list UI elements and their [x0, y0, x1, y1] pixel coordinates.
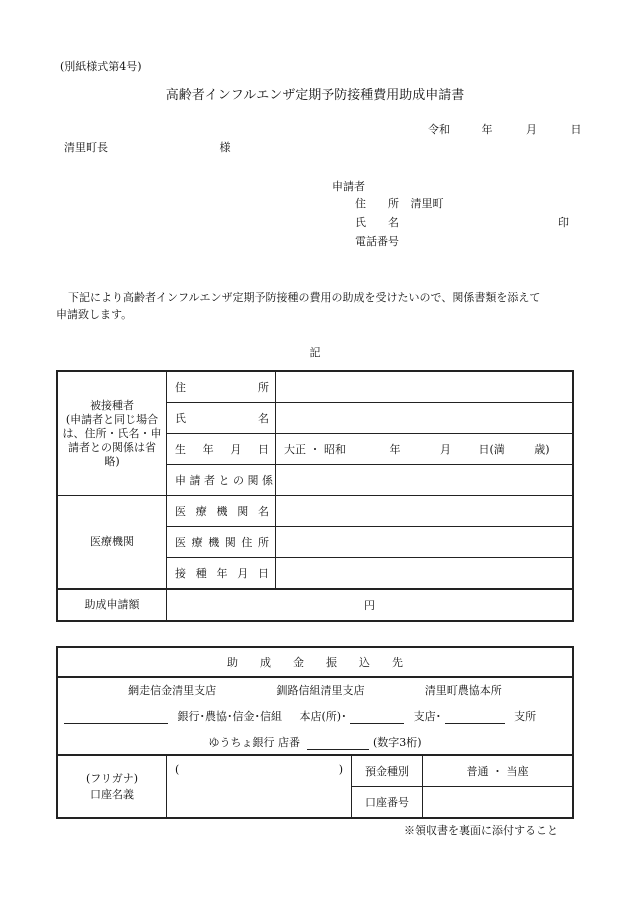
holder-name-field[interactable]: [167, 755, 352, 818]
applicant-address: [355, 195, 444, 211]
transfer-table: [56, 646, 574, 819]
subsidy-unit: 円: [364, 599, 375, 612]
head-office-blank[interactable]: [350, 712, 404, 724]
yucho-branch-blank[interactable]: [307, 738, 369, 750]
deposit-type-label: 預金種別: [352, 755, 423, 787]
recipient-name-field[interactable]: [276, 403, 574, 434]
addressee: [64, 139, 231, 155]
date-month: 月: [526, 123, 537, 136]
birth-month: 月: [440, 443, 451, 456]
date-day: 日: [570, 123, 582, 136]
birth-day: 日(満: [478, 443, 505, 456]
bank-option-kushiro[interactable]: 釧路信組清里支店: [276, 684, 365, 697]
recipient-relation-label: 申 請 者 と の 関 係: [167, 465, 276, 496]
recipient-note-4: 略): [104, 454, 120, 468]
medical-section-header: 医療機関: [57, 496, 167, 590]
bank-types: 銀行･農協･信金･信組: [177, 710, 282, 723]
body-text-line2: 申請致します。: [56, 308, 133, 321]
yucho-digits-note: (数字3桁): [372, 736, 422, 749]
deposit-type-field[interactable]: 普通 ・ 当座: [423, 755, 574, 787]
subsidy-amount-field[interactable]: [167, 589, 574, 621]
head-office: 本店(所)･: [299, 710, 347, 723]
form-number: (別紙様式第4号): [60, 60, 142, 73]
applicant-label: 申請者: [332, 180, 365, 193]
recipient-name-label: 氏 名: [167, 403, 276, 434]
account-number-field[interactable]: [423, 787, 574, 819]
body-text-line1: 下記により高齢者インフルエンザ定期予防接種の費用の助成を受けたいので、関係書類を添えて: [68, 291, 541, 304]
date-era: 令和: [428, 123, 450, 136]
medical-name-field[interactable]: [276, 496, 574, 527]
branch-label: 支店･: [413, 710, 442, 723]
recipient-birth-field[interactable]: [276, 434, 574, 465]
bank-option-abashiri[interactable]: 網走信金清里支店: [128, 684, 217, 697]
recipient-title: 被接種者: [90, 398, 134, 412]
transfer-title: 助 成 金 振 込 先: [57, 647, 573, 677]
sub-branch-label: 支所: [514, 710, 537, 723]
vaccination-date-label: 接 種 年 月 日: [167, 558, 276, 590]
recipient-note-3: 請者との関係は省: [68, 440, 156, 454]
form-title: 高齢者インフルエンザ定期予防接種費用助成申請書: [165, 88, 465, 103]
bank-name-blank[interactable]: [64, 712, 168, 724]
bank-options: [58, 682, 572, 698]
birth-eras: 大正 ・ 昭和: [284, 443, 346, 456]
recipient-section-header: [57, 371, 167, 496]
holder-label: (フリガナ) 口座名義: [57, 755, 167, 818]
subsidy-amount-label: 助成申請額: [57, 589, 167, 621]
date-year: 年: [481, 123, 493, 136]
recipient-birth-label: 生 年 月 日: [167, 434, 276, 465]
branch-blank[interactable]: [445, 712, 505, 724]
footnote: ※領収書を裏面に添付すること: [404, 824, 558, 837]
addressee-name: 清里町長: [64, 141, 108, 154]
bank-option-ja[interactable]: 清里町農協本所: [424, 684, 502, 697]
vaccination-date-field[interactable]: [276, 558, 574, 590]
recipient-note-1: (申請者と同じ場合: [65, 412, 159, 426]
yucho-line: [58, 734, 572, 750]
applicant-name: [355, 214, 399, 230]
seal-mark: 印: [558, 216, 569, 229]
medical-name-label: 医 療 機 関 名: [167, 496, 276, 527]
recipient-note-2: は、住所・氏名・申: [62, 426, 162, 440]
recipient-table: [56, 370, 574, 622]
applicant-phone: [355, 233, 399, 249]
applicant-phone-label: 電話番号: [355, 235, 399, 248]
bank-detail-line: [58, 708, 572, 724]
birth-age: 歳): [534, 443, 550, 456]
paren-close: ): [338, 762, 343, 776]
recipient-address-field[interactable]: [276, 371, 574, 403]
yucho-label: ゆうちょ銀行 店番: [208, 736, 300, 749]
recipient-address-label: 住 所: [167, 371, 276, 403]
applicant-name-label: 氏 名: [355, 216, 399, 229]
ki-heading: 記: [309, 346, 321, 359]
recipient-relation-field[interactable]: [276, 465, 574, 496]
medical-address-field[interactable]: [276, 527, 574, 558]
applicant-address-value: 清里町: [410, 197, 444, 210]
paren-open: (: [175, 762, 180, 776]
addressee-honorific: 様: [219, 141, 231, 154]
birth-year: 年: [389, 443, 401, 456]
medical-address-label: 医 療 機 関 住 所: [167, 527, 276, 558]
date-line: [428, 121, 582, 137]
applicant-address-label: 住 所: [355, 197, 399, 210]
bank-select-area[interactable]: [57, 677, 573, 755]
account-number-label: 口座番号: [352, 787, 423, 819]
